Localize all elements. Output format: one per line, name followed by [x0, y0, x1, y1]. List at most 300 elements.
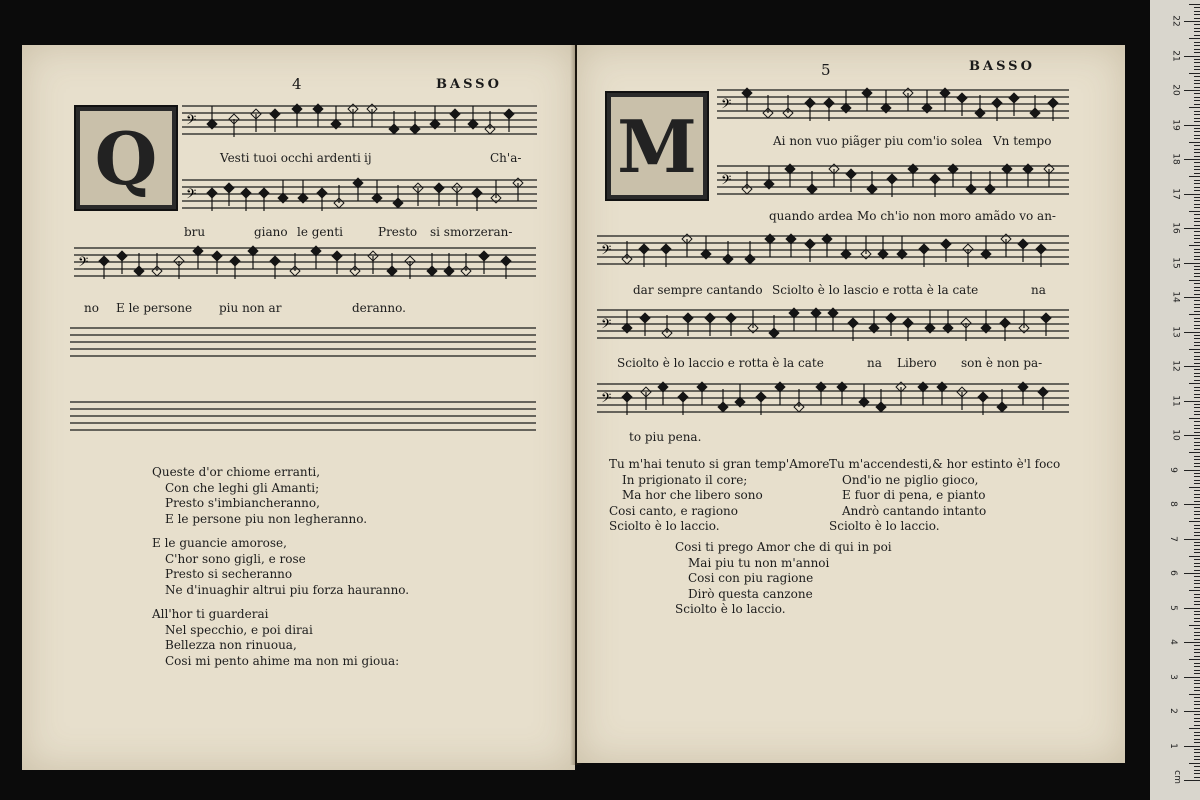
ruler-tick — [1194, 459, 1200, 460]
ruler-tick — [1194, 152, 1200, 153]
ruler-tick — [1194, 149, 1200, 150]
lyric-syllable: na — [867, 356, 882, 370]
ruler-tick — [1194, 425, 1200, 426]
ruler-tick — [1194, 66, 1200, 67]
ruler-label: 4 — [1167, 639, 1178, 645]
poem-line: Cosi mi pento ahime ma non mi gioua: — [165, 653, 400, 668]
ruler-label: 17 — [1170, 187, 1181, 200]
ruler-tick — [1194, 525, 1200, 526]
clef-mark: 𝄢 — [721, 172, 732, 191]
poem-line: Sciolto è lo laccio. — [675, 602, 786, 616]
ruler-tick — [1194, 169, 1200, 170]
lyric-syllable: Sciolto è lo laccio e rotta è la cate — [617, 356, 824, 370]
ruler-tick — [1194, 187, 1200, 188]
lyric-syllable: Ai non vuo piãger piu com'io solea — [773, 134, 983, 148]
ruler-tick — [1194, 528, 1200, 529]
poem-line: All'hor ti guarderai — [152, 607, 269, 621]
ruler-tick — [1194, 739, 1200, 740]
left-page — [22, 45, 575, 770]
ruler-tick — [1194, 100, 1200, 101]
ruler-tick — [1194, 604, 1200, 605]
ruler-tick — [1194, 242, 1200, 243]
ruler-tick — [1194, 545, 1200, 546]
ruler-tick — [1184, 332, 1200, 333]
ruler-tick — [1194, 563, 1200, 564]
poem-line: Nel specchio, e poi dirai — [165, 622, 313, 637]
ruler-tick — [1194, 480, 1200, 481]
ruler-tick — [1194, 663, 1200, 664]
ruler-tick — [1189, 728, 1200, 729]
music-staff — [74, 245, 536, 279]
ruler-tick — [1194, 683, 1200, 684]
ruler-tick — [1194, 52, 1200, 53]
ruler-label: 7 — [1167, 535, 1178, 542]
poem-line: Sciolto è lo laccio. — [609, 519, 720, 533]
ruler-tick — [1194, 294, 1200, 295]
lyric-syllable: to piu pena. — [629, 430, 702, 444]
ruler-tick — [1184, 780, 1200, 781]
poem-line: Mai piu tu non m'annoi — [688, 555, 830, 570]
ruler-tick — [1189, 73, 1200, 74]
poem-column-1 — [609, 457, 829, 535]
ruler-tick — [1194, 666, 1200, 667]
music-staff — [597, 381, 1069, 415]
ruler-tick — [1194, 490, 1200, 491]
ruler-tick — [1194, 621, 1200, 622]
lyric-syllable: ij — [364, 151, 372, 165]
poem-line: Ond'io ne piglio gioco, — [842, 472, 979, 487]
ruler-tick — [1194, 752, 1200, 753]
ruler-tick — [1194, 207, 1200, 208]
clef-mark: 𝄢 — [721, 96, 732, 115]
ruler-tick — [1194, 387, 1200, 388]
ruler-tick — [1194, 231, 1200, 232]
ruler-tick — [1194, 369, 1200, 370]
ruler-label: 18 — [1170, 153, 1181, 165]
poem-line: Ma hor che libero sono — [622, 488, 763, 502]
ruler-tick — [1189, 211, 1200, 212]
ruler-label: 22 — [1170, 15, 1181, 27]
ruler-label: 3 — [1167, 673, 1178, 680]
ruler-label: 2 — [1167, 708, 1178, 714]
ruler-label: 1 — [1167, 742, 1178, 749]
ruler-tick — [1184, 746, 1200, 747]
voice-label-right: BASSO — [969, 59, 1035, 74]
ruler-tick — [1194, 373, 1200, 374]
ruler-tick — [1194, 318, 1200, 319]
staff-lines-svg — [70, 399, 536, 433]
ruler-tick — [1189, 176, 1200, 177]
ruler-tick — [1194, 614, 1200, 615]
ruler-tick — [1194, 49, 1200, 50]
ruler-tick — [1194, 259, 1200, 260]
ruler-tick — [1194, 611, 1200, 612]
ruler-tick — [1194, 718, 1200, 719]
lyric-syllable: Vn tempo — [993, 134, 1052, 148]
ruler-tick — [1194, 249, 1200, 250]
ruler-tick — [1194, 473, 1200, 474]
ruler-tick — [1194, 597, 1200, 598]
ruler-tick — [1194, 542, 1200, 543]
ruler-tick — [1194, 601, 1200, 602]
clef-mark: 𝄢 — [186, 186, 197, 205]
ruler-tick — [1194, 773, 1200, 774]
ruler-tick — [1194, 273, 1200, 274]
poem-line: Ne d'inuaghir altrui piu forza hauranno. — [165, 582, 410, 597]
empty-music-staff — [70, 399, 536, 433]
ruler-tick — [1194, 7, 1200, 8]
poem-line: Presto si secheranno — [165, 567, 293, 581]
ruler-tick — [1194, 635, 1200, 636]
ruler-tick — [1194, 359, 1200, 360]
ruler-tick — [1184, 263, 1200, 264]
ruler-tick — [1194, 701, 1200, 702]
ruler-tick — [1194, 690, 1200, 691]
ruler-tick — [1184, 539, 1200, 540]
ruler-tick — [1184, 435, 1200, 436]
ruler-tick — [1189, 694, 1200, 695]
ruler-tick — [1194, 449, 1200, 450]
ruler-tick — [1194, 476, 1200, 477]
staff-lines-svg — [74, 245, 536, 279]
ruler-tick — [1194, 93, 1200, 94]
ruler-label: 13 — [1170, 325, 1181, 338]
ruler-tick — [1194, 352, 1200, 353]
ruler-tick — [1194, 656, 1200, 657]
ruler-tick — [1184, 194, 1200, 195]
ruler-tick — [1194, 428, 1200, 429]
ruler-tick — [1189, 38, 1200, 39]
ruler-unit-label: cm — [1171, 770, 1182, 784]
ruler-tick — [1184, 159, 1200, 160]
ruler-tick — [1189, 4, 1200, 5]
ruler-tick — [1184, 573, 1200, 574]
ruler-tick — [1194, 31, 1200, 32]
ruler-tick — [1194, 397, 1200, 398]
ruler-tick — [1194, 111, 1200, 112]
ruler-tick — [1194, 735, 1200, 736]
ruler-tick — [1189, 107, 1200, 108]
ruler-tick — [1189, 349, 1200, 350]
ruler-tick — [1194, 45, 1200, 46]
ruler-tick — [1189, 452, 1200, 453]
ruler-tick — [1194, 566, 1200, 567]
ruler-tick — [1189, 521, 1200, 522]
music-staff — [717, 163, 1069, 197]
ruler-tick — [1194, 218, 1200, 219]
ruler-tick — [1184, 366, 1200, 367]
ruler-label: 5 — [1167, 604, 1178, 611]
lyric-syllable: quando ardea — [769, 209, 853, 223]
page-number-left: 4 — [292, 75, 302, 93]
lyric-syllable: Ch'a- — [490, 151, 522, 165]
lyric-syllable: E le persone — [116, 301, 193, 315]
lyric-syllable: no — [84, 301, 99, 315]
lyric-syllable: Vesti tuoi occhi ardenti — [220, 151, 361, 165]
ruler-label: 10 — [1170, 429, 1181, 441]
ruler-tick — [1194, 328, 1200, 329]
ruler-tick — [1194, 708, 1200, 709]
ruler-tick — [1194, 363, 1200, 364]
decorated-initial-left — [74, 105, 178, 211]
ruler-tick — [1184, 401, 1200, 402]
ruler-tick — [1194, 549, 1200, 550]
ruler-tick — [1194, 628, 1200, 629]
ruler-tick — [1184, 90, 1200, 91]
lyric-syllable: Mo ch'io non moro amãdo vo an- — [857, 209, 1056, 223]
ruler-label: 20 — [1170, 84, 1181, 96]
ruler-tick — [1194, 759, 1200, 760]
ruler-tick — [1194, 166, 1200, 167]
poem-left — [152, 465, 409, 678]
music-staff — [717, 87, 1069, 121]
ruler-tick — [1194, 770, 1200, 771]
lyric-syllable: dar sempre cantando — [633, 283, 763, 297]
poem-line: Cosi canto, e ragiono — [609, 503, 738, 518]
poem-line: Cosi ti prego Amor che di qui in poi — [675, 540, 892, 554]
ruler-tick — [1194, 514, 1200, 515]
ruler-tick — [1194, 87, 1200, 88]
poem-column-2 — [829, 457, 1060, 535]
poem-line: Bellezza non rinuoua, — [165, 638, 297, 652]
lyric-syllable: na — [1031, 283, 1046, 297]
music-staff — [597, 233, 1069, 267]
ruler-tick — [1194, 18, 1200, 19]
ruler-tick — [1189, 418, 1200, 419]
clef-mark: 𝄢 — [601, 242, 612, 261]
ruler-tick — [1184, 642, 1200, 643]
lyric-syllable: Sciolto è lo lascio e rotta è la cate — [772, 283, 979, 297]
poem-line: C'hor sono gigli, e rose — [165, 551, 306, 566]
ruler-tick — [1194, 145, 1200, 146]
poem-line: Queste d'or chiome erranti, — [152, 465, 321, 479]
ruler-tick — [1194, 594, 1200, 595]
ruler-tick — [1194, 300, 1200, 301]
staff-lines-svg — [70, 325, 536, 359]
ruler-tick — [1194, 645, 1200, 646]
ruler-tick — [1189, 556, 1200, 557]
ruler-tick — [1184, 504, 1200, 505]
ruler-tick — [1194, 687, 1200, 688]
right-page — [577, 45, 1125, 763]
ruler-tick — [1189, 487, 1200, 488]
ruler-tick — [1194, 404, 1200, 405]
ruler-tick — [1194, 197, 1200, 198]
poem-stanza — [152, 607, 409, 669]
poem-line: Cosi con piu ragione — [688, 571, 814, 585]
ruler-tick — [1194, 673, 1200, 674]
ruler-tick — [1194, 180, 1200, 181]
poem-bottom — [675, 540, 892, 618]
ruler-tick — [1189, 763, 1200, 764]
ruler-tick — [1194, 570, 1200, 571]
ruler-tick — [1194, 725, 1200, 726]
ruler-tick — [1194, 466, 1200, 467]
poem-line: Andrò cantando intanto — [842, 503, 987, 518]
ruler-tick — [1194, 190, 1200, 191]
ruler-tick — [1184, 297, 1200, 298]
ruler-tick — [1194, 214, 1200, 215]
ruler-tick — [1194, 269, 1200, 270]
ruler-tick — [1194, 580, 1200, 581]
ruler-tick — [1194, 138, 1200, 139]
ruler-tick — [1194, 342, 1200, 343]
ruler-tick — [1194, 356, 1200, 357]
ruler-tick — [1184, 21, 1200, 22]
ruler-tick — [1194, 494, 1200, 495]
ruler-tick — [1194, 118, 1200, 119]
ruler-label: 11 — [1170, 394, 1181, 407]
ruler-tick — [1194, 649, 1200, 650]
ruler-tick — [1194, 432, 1200, 433]
ruler-tick — [1184, 470, 1200, 471]
ruler-tick — [1194, 104, 1200, 105]
poem-line: Tu m'accendesti,& hor estinto è'l foco — [829, 457, 1061, 471]
initial-letter-m: M — [611, 97, 703, 195]
ruler-tick — [1194, 421, 1200, 422]
ruler-tick — [1194, 59, 1200, 60]
ruler-tick — [1194, 456, 1200, 457]
ruler-tick — [1194, 670, 1200, 671]
ruler-tick — [1194, 587, 1200, 588]
poem-line: Tu m'hai tenuto si gran temp'Amore — [609, 457, 830, 471]
ruler-tick — [1189, 659, 1200, 660]
staff-lines-svg — [182, 103, 537, 137]
ruler-tick — [1194, 11, 1200, 12]
staff-lines-svg — [597, 381, 1069, 415]
ruler-tick — [1194, 442, 1200, 443]
ruler-tick — [1194, 80, 1200, 81]
ruler-tick — [1194, 583, 1200, 584]
ruler-tick — [1194, 225, 1200, 226]
ruler-tick — [1194, 76, 1200, 77]
poem-line: E le guancie amorose, — [152, 536, 287, 550]
ruler-tick — [1194, 162, 1200, 163]
ruler-tick — [1194, 483, 1200, 484]
poem-line: E le persone piu non legheranno. — [165, 511, 368, 526]
ruler-tick — [1194, 559, 1200, 560]
ruler-tick — [1189, 142, 1200, 143]
ruler-tick — [1194, 221, 1200, 222]
lyric-syllable: si smorzeran- — [430, 225, 513, 239]
ruler-tick — [1194, 618, 1200, 619]
ruler-tick — [1194, 135, 1200, 136]
ruler-tick — [1194, 290, 1200, 291]
ruler-tick — [1189, 245, 1200, 246]
ruler-label: 12 — [1170, 360, 1181, 372]
ruler-tick — [1194, 69, 1200, 70]
ruler-tick — [1194, 173, 1200, 174]
measurement-ruler — [1150, 0, 1200, 800]
music-staff — [597, 307, 1069, 341]
poem-stanza — [152, 536, 409, 598]
ruler-tick — [1184, 228, 1200, 229]
poem-line: Sciolto è lo laccio. — [829, 519, 940, 533]
ruler-tick — [1194, 742, 1200, 743]
ruler-label: 14 — [1170, 291, 1181, 303]
ruler-tick — [1194, 62, 1200, 63]
lyric-syllable: piu non ar — [219, 301, 282, 315]
ruler-tick — [1194, 276, 1200, 277]
ruler-tick — [1194, 252, 1200, 253]
ruler-tick — [1194, 518, 1200, 519]
ruler-tick — [1184, 125, 1200, 126]
ruler-tick — [1194, 532, 1200, 533]
ruler-label: 19 — [1170, 118, 1181, 131]
ruler-tick — [1194, 380, 1200, 381]
ruler-tick — [1194, 128, 1200, 129]
ruler-tick — [1194, 345, 1200, 346]
ruler-tick — [1194, 680, 1200, 681]
ruler-tick — [1184, 711, 1200, 712]
ruler-label: 21 — [1170, 49, 1181, 62]
clef-mark: 𝄢 — [78, 254, 89, 273]
ruler-tick — [1194, 311, 1200, 312]
poem-line: Con che leghi gli Amanti; — [165, 480, 320, 495]
ruler-tick — [1194, 407, 1200, 408]
ruler-tick — [1194, 114, 1200, 115]
ruler-tick — [1194, 321, 1200, 322]
music-staff — [182, 103, 537, 137]
staff-lines-svg — [717, 87, 1069, 121]
staff-lines-svg — [717, 163, 1069, 197]
clef-mark: 𝄢 — [601, 316, 612, 335]
poem-line: Presto s'imbiancheranno, — [165, 496, 320, 510]
ruler-tick — [1194, 714, 1200, 715]
voice-label-left: BASSO — [436, 77, 502, 92]
ruler-tick — [1194, 287, 1200, 288]
ruler-tick — [1194, 732, 1200, 733]
ruler-tick — [1194, 632, 1200, 633]
ruler-tick — [1189, 625, 1200, 626]
lyric-syllable: Libero — [897, 356, 937, 370]
ruler-tick — [1194, 266, 1200, 267]
ruler-tick — [1189, 383, 1200, 384]
ruler-tick — [1194, 411, 1200, 412]
ruler-tick — [1194, 121, 1200, 122]
staff-lines-svg — [597, 307, 1069, 341]
ruler-tick — [1194, 24, 1200, 25]
ruler-tick — [1194, 156, 1200, 157]
ruler-tick — [1189, 314, 1200, 315]
ruler-tick — [1194, 438, 1200, 439]
clef-mark: 𝄢 — [186, 112, 197, 131]
ruler-tick — [1194, 777, 1200, 778]
ruler-tick — [1194, 376, 1200, 377]
poem-stanza — [152, 465, 409, 527]
ruler-tick — [1194, 335, 1200, 336]
ruler-tick — [1194, 97, 1200, 98]
ruler-tick — [1194, 256, 1200, 257]
ruler-tick — [1194, 501, 1200, 502]
ruler-tick — [1194, 235, 1200, 236]
ruler-tick — [1194, 183, 1200, 184]
page-number-right: 5 — [821, 61, 831, 79]
decorated-initial-right — [605, 91, 709, 201]
ruler-tick — [1194, 394, 1200, 395]
ruler-tick — [1194, 445, 1200, 446]
ruler-tick — [1194, 131, 1200, 132]
lyric-syllable: giano — [254, 225, 288, 239]
ruler-tick — [1194, 200, 1200, 201]
clef-mark: 𝄢 — [601, 390, 612, 409]
poem-line: In prigionato il core; — [622, 472, 748, 487]
ruler-tick — [1194, 697, 1200, 698]
ruler-tick — [1194, 497, 1200, 498]
ruler-tick — [1194, 83, 1200, 84]
staff-lines-svg — [182, 177, 537, 211]
ruler-label: 6 — [1167, 570, 1178, 576]
